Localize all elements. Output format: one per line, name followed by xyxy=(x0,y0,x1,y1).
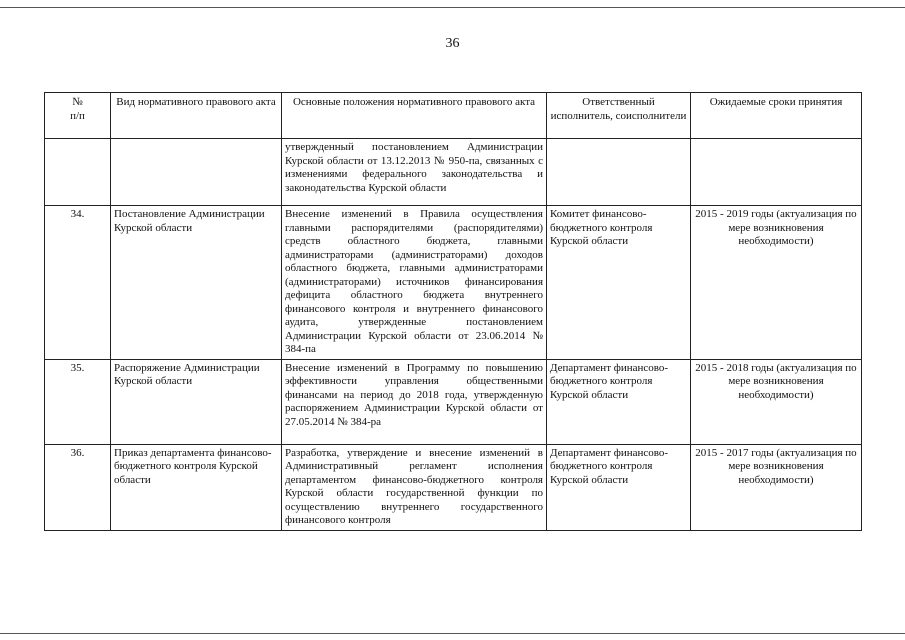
header-provisions: Основные положения нормативного правового акта xyxy=(282,93,547,139)
cell-act-type xyxy=(111,139,282,206)
cell-responsible: Департамент финансово-бюджетного контроля Курской области xyxy=(547,359,691,444)
table-header-row xyxy=(45,93,862,139)
bottom-page-edge xyxy=(0,633,905,634)
cell-number: 35. xyxy=(45,359,111,444)
cell-act-type: Приказ департамента финансово-бюджетного контроля Курской области xyxy=(111,444,282,530)
cell-number: 36. xyxy=(45,444,111,530)
table-row xyxy=(45,359,862,444)
cell-deadline: 2015 - 2017 годы (актуализация по мере возникновения необходимости) xyxy=(691,444,862,530)
cell-provisions: утвержденный постановлением Администрации Курской области от 13.12.2013 № 950-па, связанных с изменениями федерального законодательства и законодательства Курской области xyxy=(282,139,547,206)
table-row xyxy=(45,206,862,360)
normative-acts-table xyxy=(44,92,862,531)
cell-act-type: Постановление Администрации Курской области xyxy=(111,206,282,360)
header-number: № п/п xyxy=(45,93,111,139)
table-row xyxy=(45,139,862,206)
cell-provisions: Внесение изменений в Правила осуществления главными распорядителями (распорядителями) средств областного бюджета, главными администраторами (администраторами) доходов областного бюджета, главными администраторами (администраторами) источников финансирования дефицита областного бюджета внутреннего финансового контроля и внутреннего финансового аудита, утвержденные постановлением Администрации Курской области от 23.06.2014 № 384-па xyxy=(282,206,547,360)
cell-responsible: Комитет финансово-бюджетного контроля Курской области xyxy=(547,206,691,360)
header-deadline: Ожидаемые сроки принятия xyxy=(691,93,862,139)
cell-responsible xyxy=(547,139,691,206)
cell-number xyxy=(45,139,111,206)
table-row xyxy=(45,444,862,530)
cell-number: 34. xyxy=(45,206,111,360)
cell-deadline: 2015 - 2018 годы (актуализация по мере возникновения необходимости) xyxy=(691,359,862,444)
cell-deadline xyxy=(691,139,862,206)
cell-provisions: Разработка, утверждение и внесение изменений в Административный регламент исполнения департаментом финансово-бюджетного контроля Курской области государственной функции по осуществлению внутреннего государственного финансового контроля xyxy=(282,444,547,530)
cell-deadline: 2015 - 2019 годы (актуализация по мере возникновения необходимости) xyxy=(691,206,862,360)
cell-provisions: Внесение изменений в Программу по повышению эффективности управления общественными финансами на период до 2018 года, утвержденную распоряжением Администрации Курской области от 27.05.2014 № 384-ра xyxy=(282,359,547,444)
cell-responsible: Департамент финансово-бюджетного контроля Курской области xyxy=(547,444,691,530)
page-number: 36 xyxy=(445,36,460,51)
top-page-edge xyxy=(0,7,905,8)
cell-act-type: Распоряжение Администрации Курской области xyxy=(111,359,282,444)
header-act-type: Вид нормативного правового акта xyxy=(111,93,282,139)
header-responsible: Ответственный исполнитель, соисполнители xyxy=(547,93,691,139)
